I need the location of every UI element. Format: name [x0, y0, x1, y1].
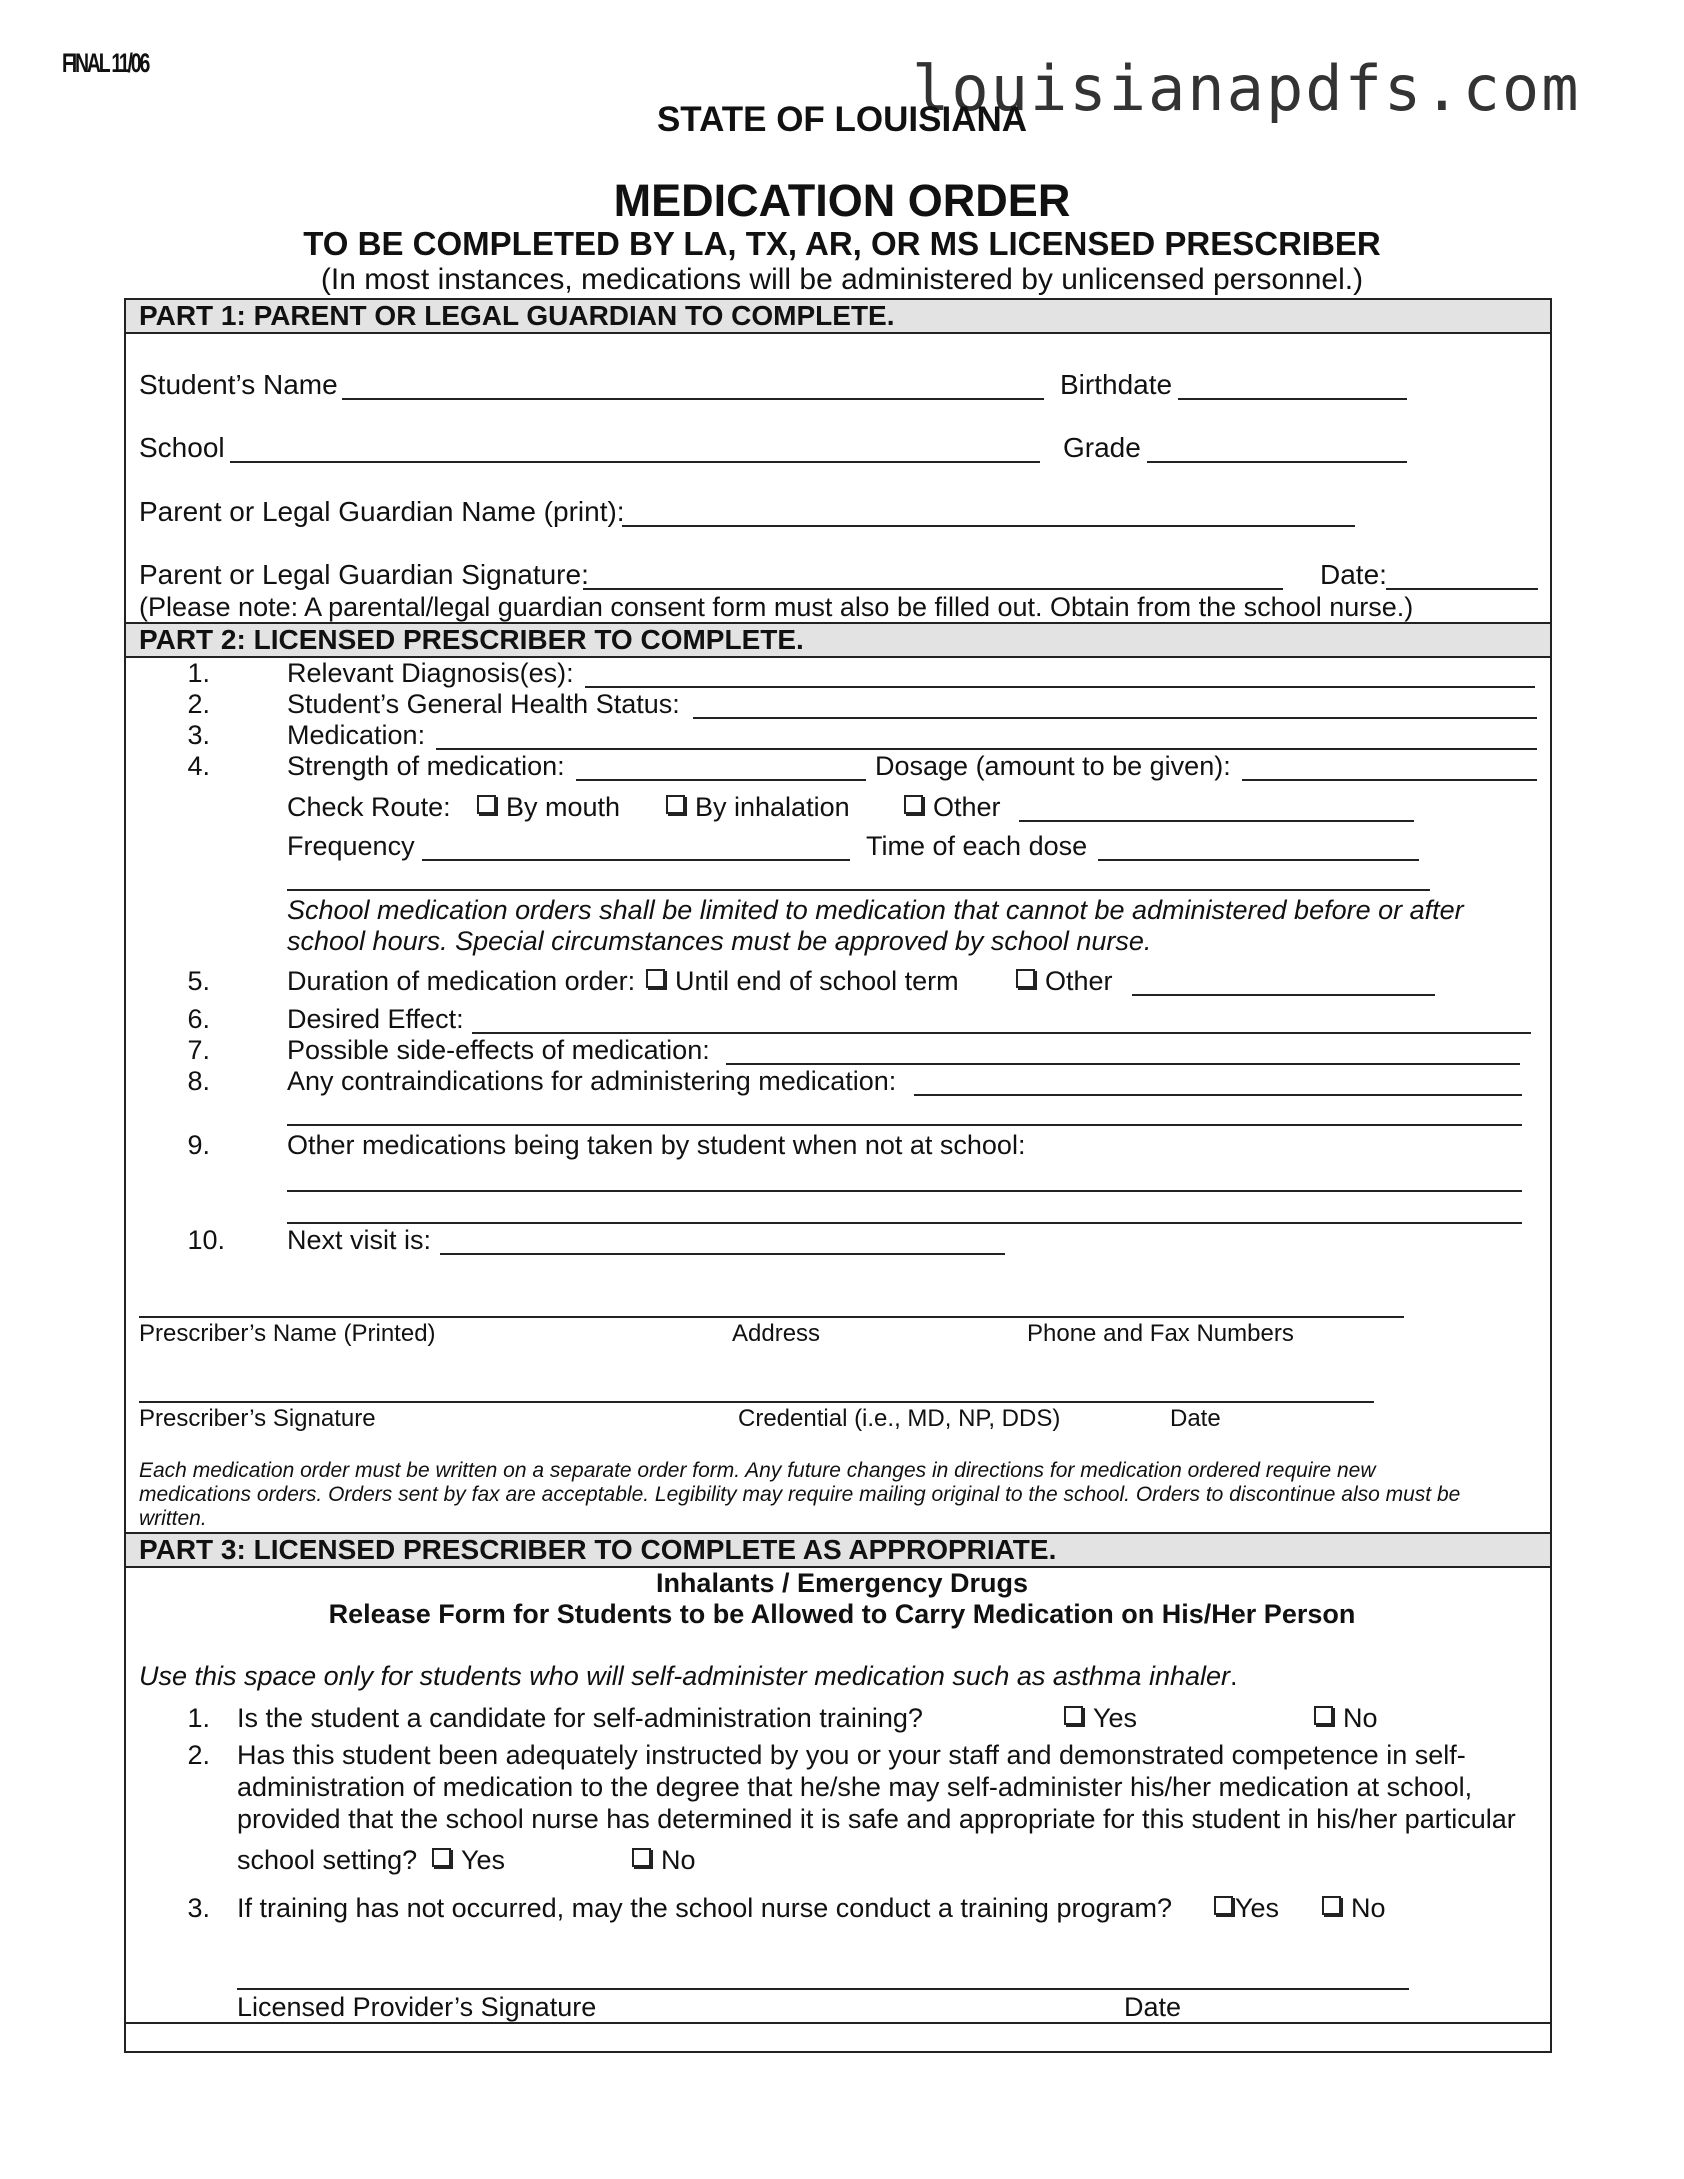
desired-effect-label: Desired Effect: [287, 1004, 464, 1034]
birthdate-field[interactable] [1178, 398, 1407, 400]
checkbox-icon[interactable] [646, 969, 665, 988]
q3-yes-label: Yes [1235, 1893, 1280, 1923]
checkbox-icon[interactable] [632, 1848, 651, 1867]
provider-date-label: Date [1124, 1992, 1182, 2022]
provider-signature-label: Licensed Provider’s Signature [237, 1992, 597, 2022]
form-bottom-divider [126, 2022, 1550, 2024]
grade-label: Grade [1063, 432, 1141, 463]
page-subtitle: TO BE COMPLETED BY LA, TX, AR, OR MS LICENSED PRESCRIBER [303, 225, 1381, 262]
part3-header [126, 1532, 1550, 1568]
guardian-signature-field[interactable] [583, 588, 1283, 590]
q1-no-option[interactable] [1314, 1703, 1378, 1734]
item-number: 1. [187, 658, 210, 688]
other-meds-line2[interactable] [287, 1222, 1522, 1224]
limit-note-line2: school hours. Special circumstances must be approved by school nurse. [287, 926, 1152, 956]
q3-no-option[interactable] [1322, 1893, 1386, 1924]
prescriber-signature-line[interactable] [139, 1401, 1374, 1403]
time-each-dose-field[interactable] [1098, 859, 1419, 861]
prescriber-date-label: Date [1170, 1405, 1221, 1432]
part1-heading: PART 1: PARENT OR LEGAL GUARDIAN TO COMPLETE. [139, 300, 895, 331]
desired-effect-field[interactable] [472, 1032, 1531, 1034]
dosage-label: Dosage (amount to be given): [875, 751, 1231, 781]
q2-text-line2: administration of medication to the degree that he/she may self-administer his/her medication at school, [237, 1772, 1473, 1802]
item-number: 1. [187, 1703, 210, 1733]
guardian-date-label: Date: [1320, 559, 1387, 590]
part2-heading: PART 2: LICENSED PRESCRIBER TO COMPLETE. [139, 624, 804, 655]
part3-release-title: Release Form for Students to be Allowed to Carry Medication on His/Her Person [328, 1599, 1356, 1629]
item-number: 2. [187, 1740, 210, 1770]
birthdate-label: Birthdate [1060, 369, 1173, 400]
personnel-note: (In most instances, medications will be administered by unlicensed personnel.) [320, 263, 1364, 296]
item-number: 6. [187, 1004, 210, 1034]
item-number: 10. [187, 1225, 225, 1255]
q2-yes-option[interactable] [432, 1845, 505, 1876]
other-meds-line1[interactable] [287, 1190, 1522, 1192]
state-heading: STATE OF LOUISIANA [656, 100, 1028, 139]
dosage-field[interactable] [1242, 779, 1537, 781]
duration-other-field[interactable] [1132, 994, 1435, 996]
page-title: MEDICATION ORDER [613, 175, 1071, 226]
time-each-dose-label: Time of each dose [866, 831, 1088, 861]
checkbox-icon[interactable] [1214, 1896, 1233, 1915]
guardian-name-label: Parent or Legal Guardian Name (print): [139, 496, 625, 527]
phone-fax-label: Phone and Fax Numbers [1027, 1320, 1294, 1347]
q2-text-line3: provided that the school nurse has determined it is safe and appropriate for this student in his/her particular [237, 1804, 1516, 1834]
health-status-label: Student’s General Health Status: [287, 689, 680, 719]
diagnosis-field[interactable] [585, 686, 1535, 688]
route-by-inhalation-option[interactable] [666, 792, 850, 823]
part2-header [126, 622, 1550, 658]
footnote-line2: medications orders. Orders sent by fax are acceptable. Legibility may require mailing original to the school. Orders to discontinue also must be [139, 1483, 1461, 1506]
duration-label: Duration of medication order: [287, 966, 636, 996]
other-meds-label: Other medications being taken by student when not at school: [287, 1130, 1026, 1160]
grade-field[interactable] [1147, 461, 1407, 463]
instruction-period: . [1230, 1661, 1238, 1691]
duration-other-label: Other [1045, 966, 1113, 996]
address-label: Address [732, 1320, 821, 1347]
q3-yes-option[interactable] [1214, 1893, 1279, 1924]
frequency-field[interactable] [422, 859, 850, 861]
frequency-label: Frequency [287, 831, 415, 861]
consent-note: (Please note: A parental/legal guardian consent form must also be filled out. Obtain from the school nurse.) [139, 592, 1414, 622]
duration-other-option[interactable] [1016, 966, 1113, 997]
route-label: Check Route: [287, 792, 451, 822]
q2-yes-label: Yes [461, 1845, 506, 1875]
next-visit-field[interactable] [440, 1253, 1005, 1255]
side-effects-field[interactable] [726, 1063, 1520, 1065]
q1-yes-label: Yes [1093, 1703, 1138, 1733]
watermark: louisianapdfs.com [912, 52, 1581, 125]
form-version-stamp: FINAL 11/06 [62, 48, 149, 78]
route-other-option[interactable] [904, 792, 1001, 823]
q2-no-option[interactable] [632, 1845, 696, 1876]
checkbox-icon[interactable] [1314, 1706, 1333, 1725]
route-other-label: Other [933, 792, 1001, 822]
frequency-extra-line[interactable] [287, 889, 1430, 891]
prescriber-signature-label: Prescriber’s Signature [139, 1405, 376, 1432]
q2-text-line1: Has this student been adequately instructed by you or your staff and demonstrated competence in self- [237, 1740, 1466, 1770]
medication-field[interactable] [436, 748, 1537, 750]
item-number: 4. [187, 751, 210, 781]
contraindications-label: Any contraindications for administering medication: [287, 1066, 897, 1096]
checkbox-icon[interactable] [477, 795, 496, 814]
medication-label: Medication: [287, 720, 426, 750]
item-number: 8. [187, 1066, 210, 1096]
checkbox-icon[interactable] [1064, 1706, 1083, 1725]
diagnosis-label: Relevant Diagnosis(es): [287, 658, 574, 688]
route-by-mouth-option[interactable] [477, 792, 620, 823]
side-effects-label: Possible side-effects of medication: [287, 1035, 710, 1065]
guardian-name-field[interactable] [622, 525, 1355, 527]
part3-heading: PART 3: LICENSED PRESCRIBER TO COMPLETE AS APPROPRIATE. [139, 1534, 1057, 1565]
q2-no-label: No [661, 1845, 696, 1875]
prescriber-info-line[interactable] [139, 1316, 1404, 1318]
footnote-line1: Each medication order must be written on a separate order form. Any future changes in directions for medication ordered require new [139, 1459, 1376, 1482]
provider-signature-line[interactable] [237, 1988, 1409, 1990]
route-by-inhalation-label: By inhalation [695, 792, 850, 822]
q1-no-label: No [1343, 1703, 1378, 1733]
next-visit-label: Next visit is: [287, 1225, 432, 1255]
item-number: 5. [187, 966, 210, 996]
limit-note-line1: School medication orders shall be limited to medication that cannot be administered before or after [287, 895, 1464, 925]
duration-until-end-option[interactable] [646, 966, 959, 997]
q3-text: If training has not occurred, may the school nurse conduct a training program? [237, 1893, 1173, 1923]
part3-subheading: Inhalants / Emergency Drugs [655, 1568, 1029, 1598]
contraindications-extra-line[interactable] [287, 1124, 1522, 1126]
part1-header [126, 298, 1550, 334]
item-number: 3. [187, 1893, 210, 1923]
prescriber-name-label: Prescriber’s Name (Printed) [139, 1320, 436, 1347]
q3-no-label: No [1351, 1893, 1386, 1923]
guardian-signature-label: Parent or Legal Guardian Signature: [139, 559, 589, 590]
q2-text-line4: school setting? [237, 1845, 418, 1875]
contraindications-field[interactable] [914, 1094, 1522, 1096]
duration-until-end-label: Until end of school term [675, 966, 959, 996]
student-name-label: Student’s Name [139, 369, 338, 400]
checkbox-icon[interactable] [432, 1848, 451, 1867]
q1-text: Is the student a candidate for self-administration training? [237, 1703, 923, 1733]
q1-yes-option[interactable] [1064, 1703, 1137, 1734]
route-by-mouth-label: By mouth [506, 792, 621, 822]
guardian-date-field[interactable] [1386, 588, 1538, 590]
strength-field[interactable] [576, 779, 866, 781]
footnote-line3: written. [139, 1507, 207, 1530]
checkbox-icon[interactable] [904, 795, 923, 814]
route-other-field[interactable] [1019, 820, 1414, 822]
item-number: 2. [187, 689, 210, 719]
checkbox-icon[interactable] [1016, 969, 1035, 988]
credential-label: Credential (i.e., MD, NP, DDS) [738, 1405, 1061, 1432]
item-number: 7. [187, 1035, 210, 1065]
checkbox-icon[interactable] [666, 795, 685, 814]
item-number: 9. [187, 1130, 210, 1160]
item-number: 3. [187, 720, 210, 750]
health-status-field[interactable] [693, 717, 1537, 719]
student-name-field[interactable] [342, 398, 1044, 400]
school-field[interactable] [230, 461, 1040, 463]
school-label: School [139, 432, 225, 463]
self-admin-instruction: Use this space only for students who will self-administer medication such as asthma inhaler [139, 1661, 1230, 1691]
checkbox-icon[interactable] [1322, 1896, 1341, 1915]
strength-label: Strength of medication: [287, 751, 565, 781]
